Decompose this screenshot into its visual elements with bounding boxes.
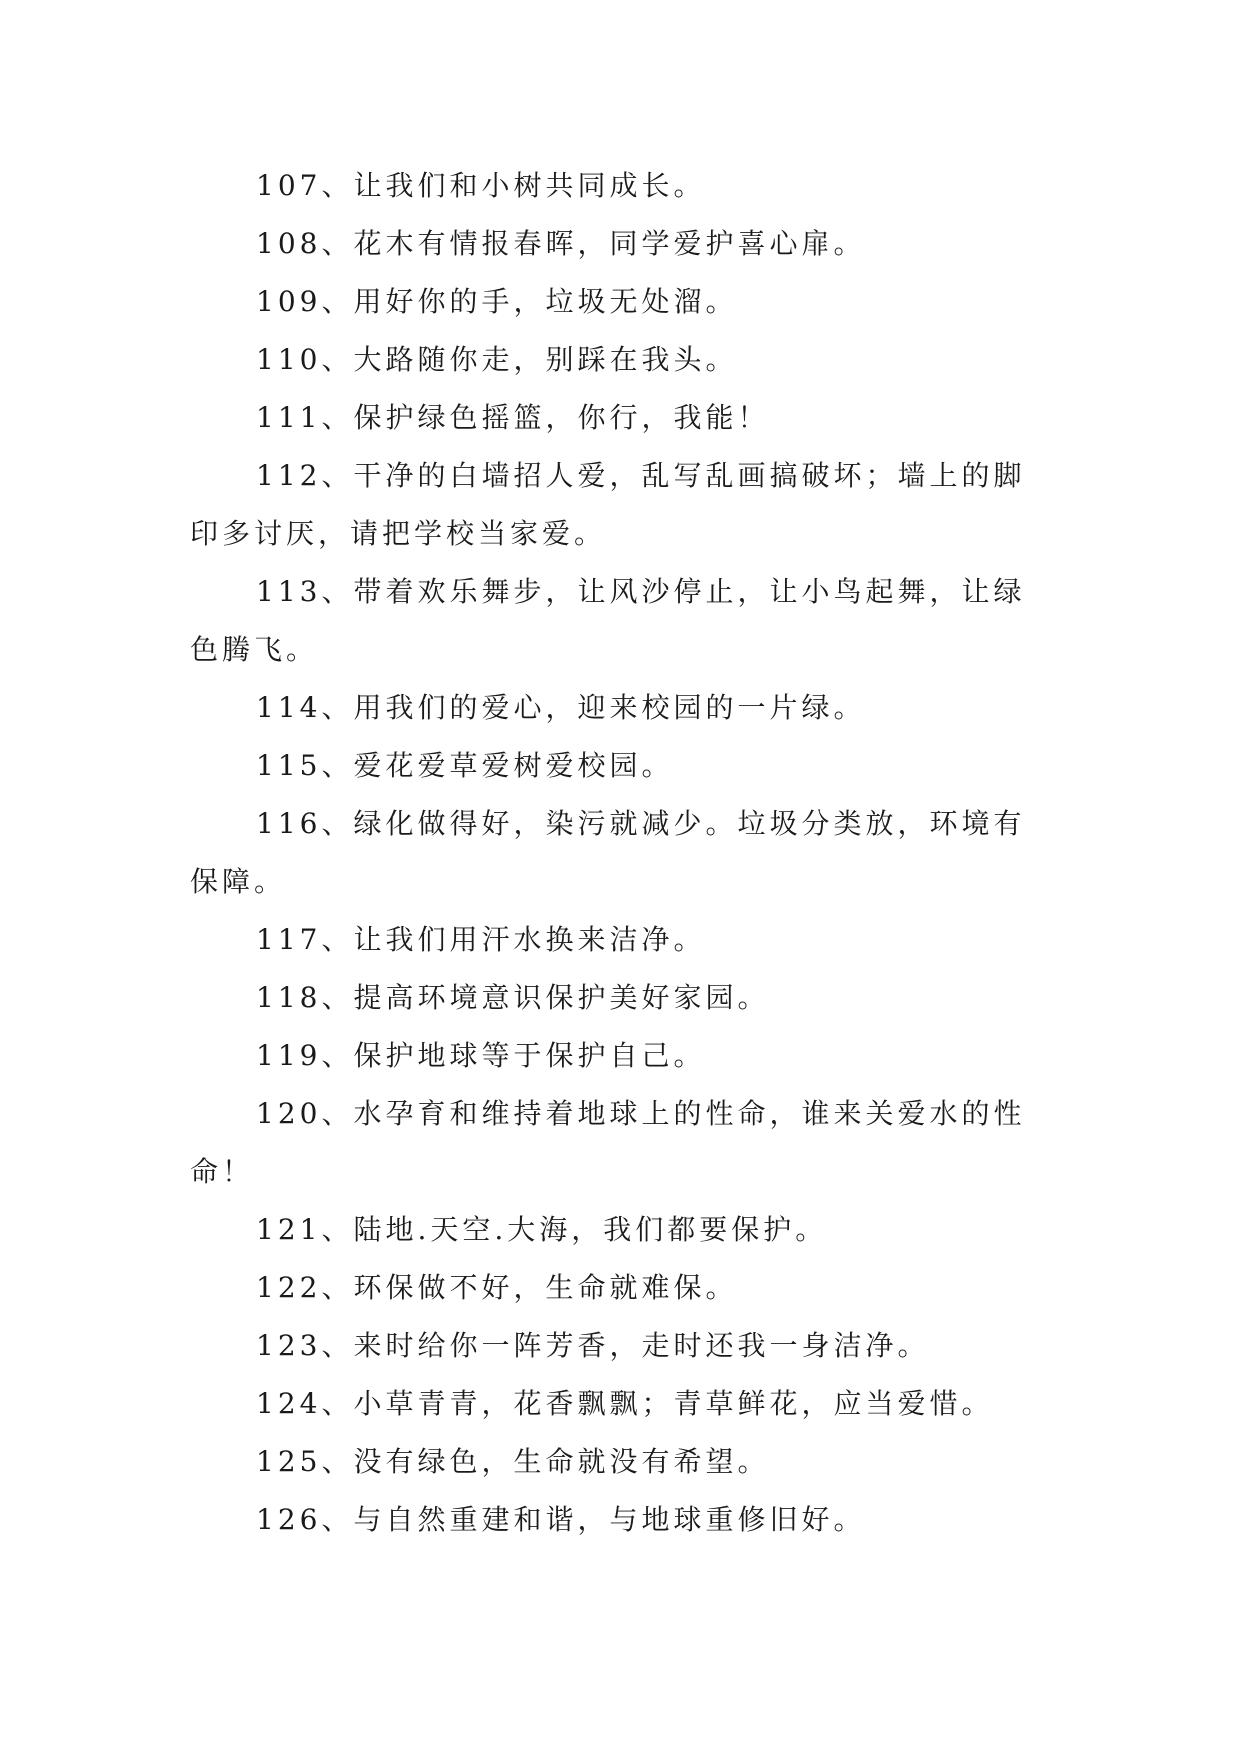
slogan-108: 108、花木有情报春晖，同学爱护喜心扉。 <box>256 227 866 260</box>
slogan-124: 124、小草青青，花香飘飘；青草鲜花，应当爱惜。 <box>256 1387 994 1420</box>
slogan-111: 111、保护绿色摇篮，你行，我能！ <box>256 401 770 434</box>
slogan-114: 114、用我们的爱心，迎来校园的一片绿。 <box>256 691 866 724</box>
slogan-113: 113、带着欢乐舞步，让风沙停止，让小鸟起舞，让绿色腾飞。 <box>190 575 1026 666</box>
slogan-126: 126、与自然重建和谐，与地球重修旧好。 <box>256 1503 866 1536</box>
slogan-110: 110、大路随你走，别踩在我头。 <box>256 343 738 376</box>
slogan-112: 112、干净的白墙招人爱，乱写乱画搞破坏；墙上的脚印多讨厌，请把学校当家爱。 <box>190 459 1026 550</box>
slogan-119: 119、保护地球等于保护自己。 <box>256 1039 706 1072</box>
slogan-list <box>190 157 1052 1549</box>
slogan-125: 125、没有绿色，生命就没有希望。 <box>256 1445 770 1478</box>
slogan-116: 116、绿化做得好，染污就减少。垃圾分类放，环境有保障。 <box>190 807 1026 898</box>
slogan-117: 117、让我们用汗水换来洁净。 <box>256 923 706 956</box>
slogan-121: 121、陆地.天空.大海，我们都要保护。 <box>256 1213 828 1246</box>
slogan-109: 109、用好你的手，垃圾无处溜。 <box>256 285 738 318</box>
slogan-115: 115、爱花爱草爱树爱校园。 <box>256 749 674 782</box>
slogan-122: 122、环保做不好，生命就难保。 <box>256 1271 738 1304</box>
slogan-118: 118、提高环境意识保护美好家园。 <box>256 981 770 1014</box>
slogan-107: 107、让我们和小树共同成长。 <box>256 169 706 202</box>
slogan-123: 123、来时给你一阵芳香，走时还我一身洁净。 <box>256 1329 930 1362</box>
slogan-120: 120、水孕育和维持着地球上的性命，谁来关爱水的性命！ <box>190 1097 1026 1188</box>
